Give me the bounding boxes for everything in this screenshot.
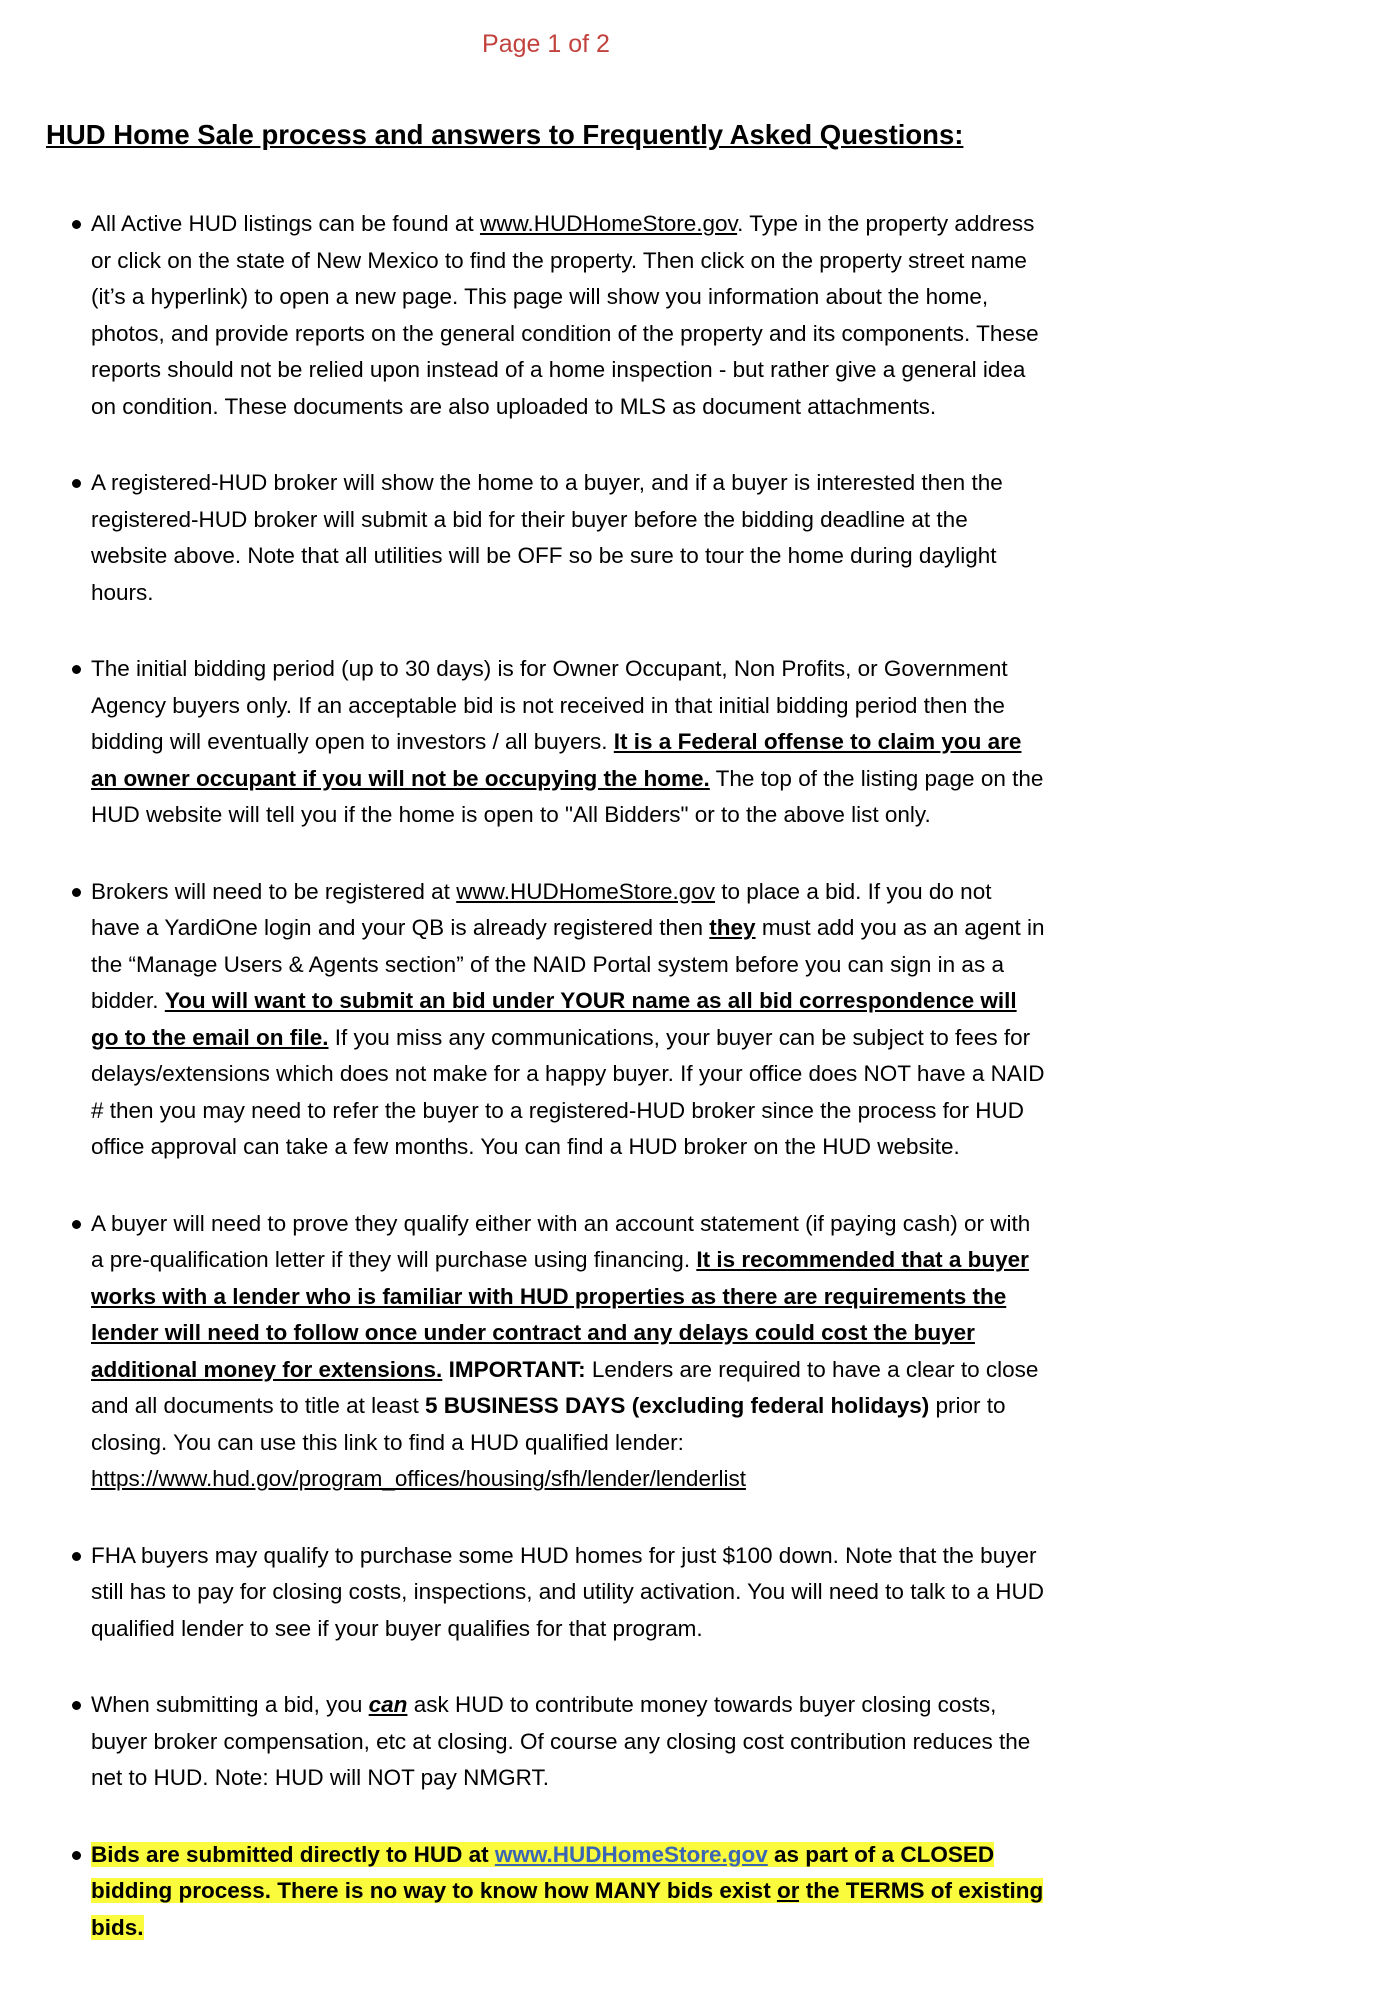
hudhomestore-link[interactable]: www.HUDHomeStore.gov [456,878,716,904]
text-segment: You will want to submit an bid under YOUR name as all bid correspondence will go to the email on file. [91,988,1017,1050]
text-segment: they [709,915,756,940]
text-segment: Bids are submitted directly to HUD at [91,1841,495,1867]
text-segment: can [368,1692,408,1717]
hudhomestore-link-highlighted[interactable]: www.HUDHomeStore.gov [494,1841,768,1867]
text-segment: prior to closing. You can use this link to find a HUD qualified lender: [91,1393,1006,1455]
text-segment: to place a bid. If you do not have a YardiOne login and your QB is already registered then [91,878,992,940]
bullet-item [70,206,1045,425]
hudhomestore-link[interactable]: www.HUDHomeStore.gov [479,211,738,236]
text-segment: as part of a CLOSED bidding process. There is no way to know how MANY bids exist [91,1841,995,1903]
bullet-item [70,874,1045,1166]
faq-bullet-list [70,206,1045,1946]
text-segment: IMPORTANT: [448,1356,586,1382]
bullet-item [70,1687,1045,1797]
text-segment: A registered-HUD broker will show the home to a buyer, and if a buyer is interested then the registered-HUD broker will submit a bid for their buyer before the bidding deadline at the website above. Note that all utilities will be OFF so be sure to tour the home during daylight hours. [91,470,1003,605]
page-number-label: Page 1 of 2 [482,30,610,58]
text-segment: When submitting a bid, you [91,1692,369,1717]
bullet-item [70,1538,1045,1648]
bullet-item [70,1837,1045,1947]
text-segment: Brokers will need to be registered at [91,878,457,904]
text-segment: . Type in the property address or click on the state of New Mexico to find the property. Then click on the property street name (it’s a hyperlink) to open a new page. This page will show you information about the home, photos, and provide reports on the general condition of the property and its components. These reports should not be relied upon instead of a home inspection - but rather give a general idea on condition. These documents are also uploaded to MLS as document attachments. [91,211,1039,419]
text-segment: Lenders are required to have a clear to close and all documents to title at least [91,1356,1039,1418]
text-segment: 5 BUSINESS DAYS (excluding federal holidays) [424,1393,930,1418]
text-segment: It is recommended that a buyer works with a lender who is familiar with HUD properties as there are requirements the lender will need to follow once under contract and any delays could cost the buyer additional money for extensions. [91,1247,1029,1382]
page-title: HUD Home Sale process and answers to Frequently Asked Questions: [46,119,964,150]
bullet-item [70,465,1045,611]
text-segment: It is a Federal offense to claim you are an owner occupant if you will not be occupying the home. [91,729,1022,791]
text-segment: A buyer will need to prove they qualify either with an account statement (if paying cash) or with a pre-qualification letter if they will purchase using financing. [91,1210,1031,1272]
text-segment: the TERMS of existing bids. [91,1878,1044,1940]
text-segment: or [776,1878,800,1903]
text-segment: The initial bidding period (up to 30 days) is for Owner Occupant, Non Profits, or Government Agency buyers only. If an acceptable bid is not received in that initial bidding period then the bidding will eventually open to investors / all buyers. [91,656,1008,754]
text-segment: All Active HUD listings can be found at [91,211,480,236]
text-segment: must add you as an agent in the “Manage Users & Agents section” of the NAID Portal system before you can sign in as a bidder. [91,915,1045,1013]
text-segment: ask HUD to contribute money towards buyer closing costs, buyer broker compensation, etc at closing. Of course any closing cost contribution reduces the net to HUD. Note: HUD will NOT pay NMGRT. [91,1692,1031,1790]
bullet-item [70,651,1045,834]
hud-lenderlist-link[interactable]: https://www.hud.gov/program_offices/housing/sfh/lender/lenderlist [91,1466,746,1491]
text-segment: The top of the listing page on the HUD website will tell you if the home is open to "All Bidders" or to the above list only. [91,765,1044,827]
text-segment: If you miss any communications, your buyer can be subject to fees for delays/extensions which does not make for a happy buyer. If your office does NOT have a NAID # then you may need to refer the buyer to a registered-HUD broker since the process for HUD office approval can take a few months. You can find a HUD broker on the HUD website. [91,1024,1045,1159]
text-segment: FHA buyers may qualify to purchase some HUD homes for just $100 down. Note that the buyer still has to pay for closing costs, inspections, and utility activation. You will need to talk to a HUD qualified lender to see if your buyer qualifies for that program. [91,1542,1044,1641]
bullet-item [70,1206,1045,1498]
